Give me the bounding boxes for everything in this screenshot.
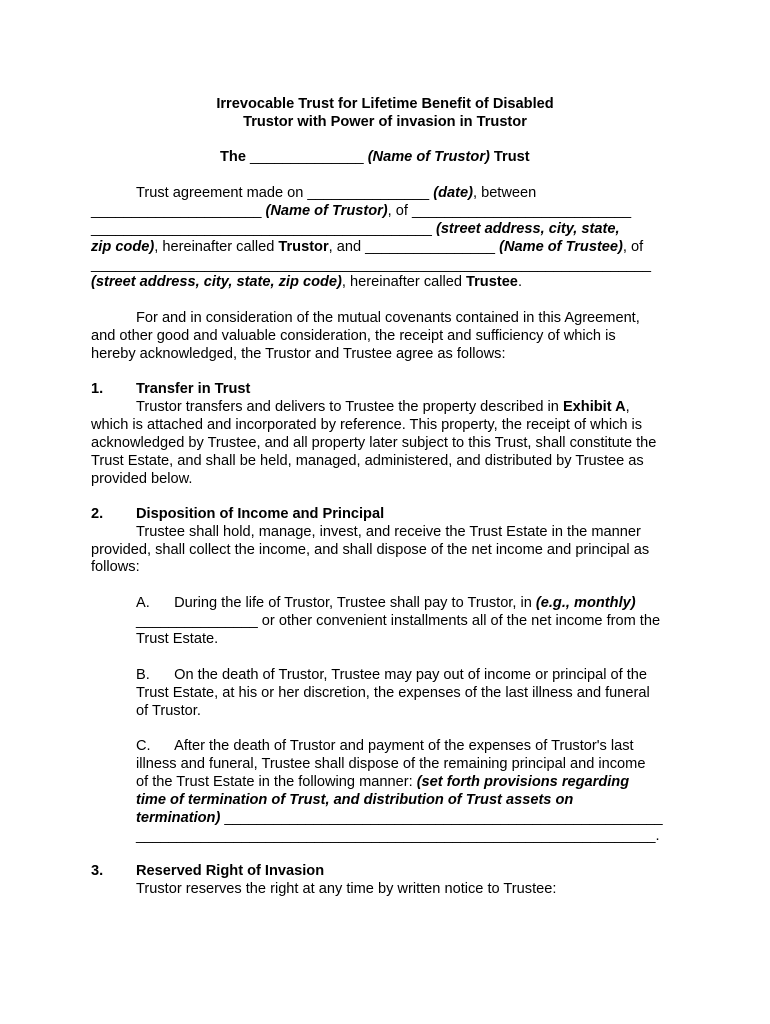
clause-c-line-3: of the Trust Estate in the following manner: (set forth provisions regarding (136, 774, 630, 790)
intro-line-5: _____________________________________________________________________ (91, 257, 652, 273)
section-1-line-2: which is attached and incorporated by reference. This property, the receipt of which is (91, 417, 643, 433)
clause-c-line-5: termination) ______________________________________________________ (136, 810, 663, 826)
section-1-line-3: acknowledged by Trustee, and all property later subject to this Trust, shall constitute the (91, 435, 657, 451)
clause-b-line-1: B. On the death of Trustor, Trustee may pay out of income or principal of the (136, 667, 648, 683)
section-2-line-3: follows: (91, 559, 140, 575)
document-title-line2: Trustor with Power of invasion in Trustor (243, 114, 527, 130)
intro-line-2: _____________________ (Name of Trustor), of ___________________________ (91, 203, 632, 219)
clause-a-line-1: A. During the life of Trustor, Trustee shall pay to Trustor, in (e.g., monthly) (136, 595, 636, 611)
clause-a-line-3: Trust Estate. (136, 631, 219, 647)
section-1-line-1: Trustor transfers and delivers to Trustee the property described in Exhibit A, (136, 399, 630, 415)
clause-b-line-2: Trust Estate, at his or her discretion, the expenses of the last illness and funeral (136, 685, 650, 701)
section-2-line-2: provided, shall collect the income, and shall dispose of the net income and principal as (91, 542, 650, 558)
intro-line-4: zip code), hereinafter called Trustor, and ________________ (Name of Trustee), of (91, 239, 644, 255)
clause-c-line-2: illness and funeral, Trustee shall dispose of the remaining principal and income (136, 756, 646, 772)
consideration-line-3: hereby acknowledged, the Trustor and Trustee agree as follows: (91, 346, 506, 362)
section-2-heading: Disposition of Income and Principal (136, 506, 385, 522)
section-1-line-5: provided below. (91, 471, 193, 487)
consideration-line-1: For and in consideration of the mutual covenants contained in this Agreement, (136, 310, 640, 326)
clause-c-line-1: C. After the death of Trustor and payment of the expenses of Trustor's last (136, 738, 634, 754)
document-title-line1: Irrevocable Trust for Lifetime Benefit of Disabled (216, 96, 554, 112)
section-1-line-4: Trust Estate, and shall be held, managed, administered, and distributed by Trustee as (91, 453, 644, 469)
clause-b-line-3: of Trustor. (136, 703, 201, 719)
intro-line-6: (street address, city, state, zip code), hereinafter called Trustee. (91, 274, 522, 290)
section-3-line-1: Trustor reserves the right at any time by written notice to Trustee: (136, 881, 557, 897)
section-1-number: 1. (91, 381, 104, 397)
section-3-heading: Reserved Right of Invasion (136, 863, 325, 879)
intro-line-1: Trust agreement made on _______________ (date), between (136, 185, 537, 201)
clause-a-line-2: _______________ or other convenient installments all of the net income from the (136, 613, 661, 629)
intro-line-3: __________________________________________ (street address, city, state, (91, 221, 620, 237)
clause-c-line-4: time of termination of Trust, and distribution of Trust assets on (136, 792, 574, 808)
consideration-line-2: and other good and valuable consideration, the receipt and sufficiency of which is (91, 328, 616, 344)
section-2-line-1: Trustee shall hold, manage, invest, and receive the Trust Estate in the manner (136, 524, 641, 540)
section-2-number: 2. (91, 506, 104, 522)
section-1-heading: Transfer in Trust (136, 381, 251, 397)
section-3-number: 3. (91, 863, 104, 879)
trust-name-line: The ______________ (Name of Trustor) Trust (220, 149, 530, 165)
clause-c-line-6: ________________________________________________________________. (136, 828, 660, 844)
